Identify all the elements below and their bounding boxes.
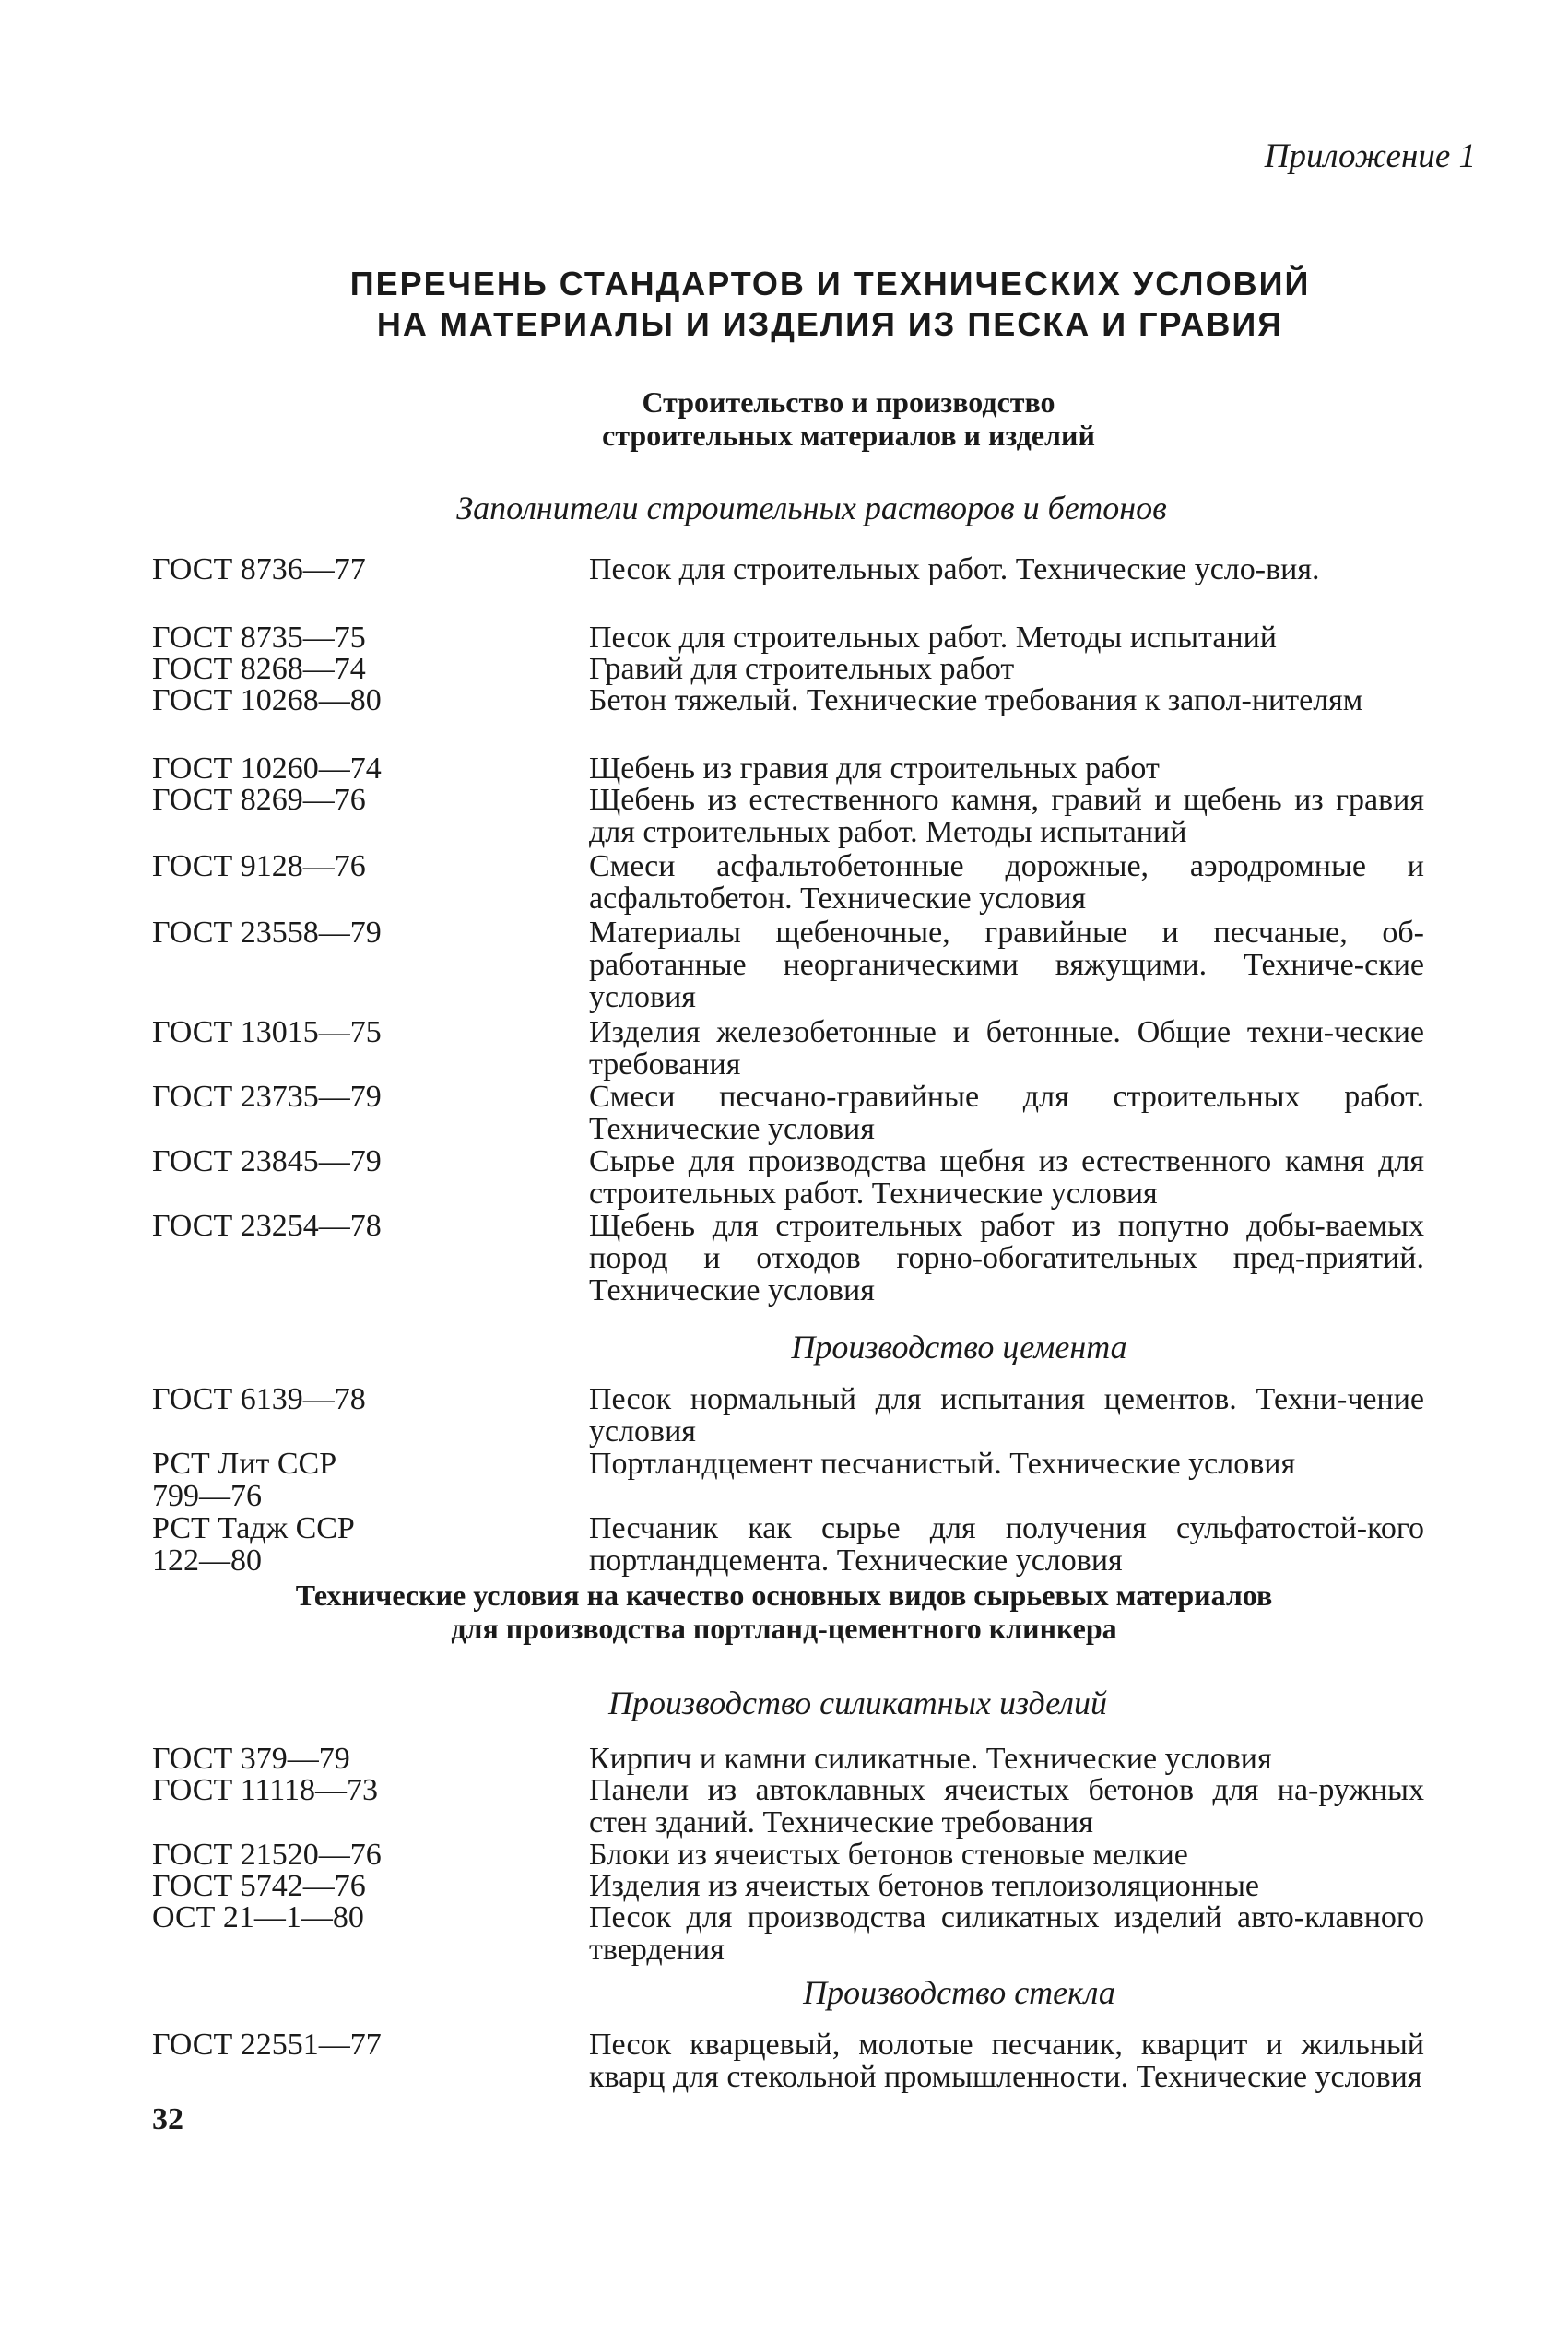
standard-code: ГОСТ 10260—74 xyxy=(152,751,382,786)
title-line-2: НА МАТЕРИАЛЫ И ИЗДЕЛИЯ ИЗ ПЕСКА И ГРАВИЯ xyxy=(376,305,1284,343)
standard-description: Щебень из гравия для строительных работ xyxy=(589,751,1160,786)
standard-code: ГОСТ 23254—78 xyxy=(152,1209,382,1243)
page-title xyxy=(0,264,1568,345)
standard-code: ГОСТ 23558—79 xyxy=(152,916,382,950)
standard-description: Песок для строительных работ. Методы испытаний xyxy=(589,621,1277,655)
group-heading-construction xyxy=(0,385,1568,452)
standard-code: ГОСТ 11118—73 xyxy=(152,1773,378,1807)
standard-code: ГОСТ 5742—76 xyxy=(152,1869,366,1903)
section-heading-silicate: Производство силикатных изделий xyxy=(608,1685,1107,1721)
section-heading-cement: Производство цемента xyxy=(791,1329,1127,1366)
standard-code: ГОСТ 8735—75 xyxy=(152,621,366,655)
standard-description: Портландцемент песчанистый. Технические условия xyxy=(589,1447,1296,1481)
standard-description: Песок кварцевый, молотые песчаник, кварцит и жильный кварц для стекольной промышленности. Технические условия xyxy=(589,2028,1424,2094)
standard-description: Песчаник как сырье для получения сульфатостой-кого портландцемента. Технические условия xyxy=(589,1511,1424,1578)
standard-description: Смеси песчано-гравийные для строительных работ. Технические условия xyxy=(589,1080,1424,1146)
group-heading-line-2: строительных материалов и изделий xyxy=(602,419,1095,452)
standard-description: Песок для строительных работ. Технические усло-вия. xyxy=(589,552,1320,586)
standard-description: Панели из автоклавных ячеистых бетонов для на-ружных стен зданий. Технические требования xyxy=(589,1773,1424,1839)
standard-description: Гравий для строительных работ xyxy=(589,652,1015,686)
group-heading-line-1: Строительство и производство xyxy=(642,385,1055,419)
standard-description: Щебень из естественного камня, гравий и щебень из гравия для строительных работ. Методы испытаний xyxy=(589,783,1424,849)
standard-description: Изделия из ячеистых бетонов теплоизоляционные xyxy=(589,1869,1260,1903)
title-line-1: ПЕРЕЧЕНЬ СТАНДАРТОВ И ТЕХНИЧЕСКИХ УСЛОВИЙ xyxy=(349,265,1311,302)
standard-description: Сырье для производства щебня из естественного камня для строительных работ. Технические условия xyxy=(589,1144,1424,1211)
section-heading-aggregates: Заполнители строительных растворов и бетонов xyxy=(456,490,1167,526)
page-number: 32 xyxy=(152,2102,183,2136)
standard-code: ГОСТ 10268—80 xyxy=(152,683,382,717)
standard-description: Блоки из ячеистых бетонов стеновые мелкие xyxy=(589,1838,1188,1872)
standard-description: Песок нормальный для испытания цементов. Техни-чение условия xyxy=(589,1382,1424,1449)
standard-code: ГОСТ 13015—75 xyxy=(152,1015,382,1049)
standard-code: ГОСТ 8269—76 xyxy=(152,783,366,817)
standard-description: Кирпич и камни силикатные. Технические условия xyxy=(589,1742,1272,1776)
group-heading-line-1: Технические условия на качество основных видов сырьевых материалов xyxy=(295,1579,1273,1612)
standard-code: ГОСТ 8736—77 xyxy=(152,552,366,586)
standard-code: ГОСТ 9128—76 xyxy=(152,849,366,883)
standard-description: Щебень для строительных работ из попутно добы-ваемых пород и отходов горно-обогатительных пред-приятий. Технические условия xyxy=(589,1209,1424,1307)
standard-code: ГОСТ 23735—79 xyxy=(152,1080,382,1114)
standard-code: ГОСТ 6139—78 xyxy=(152,1382,366,1416)
group-heading-line-2: для производства портланд-цементного клинкера xyxy=(451,1612,1117,1645)
standard-code: ГОСТ 22551—77 xyxy=(152,2028,382,2062)
standard-description: Материалы щебеночные, гравийные и песчаные, об-работанные неорганическими вяжущими. Техниче-ские условия xyxy=(589,916,1424,1014)
standard-code: РСТ Лит ССР 799—76 xyxy=(152,1447,337,1513)
standard-code: РСТ Тадж ССР 122—80 xyxy=(152,1511,355,1578)
standard-description: Изделия железобетонные и бетонные. Общие техни-ческие требования xyxy=(589,1015,1424,1082)
group-heading-clinker xyxy=(0,1579,1568,1645)
standard-description: Бетон тяжелый. Технические требования к запол-нителям xyxy=(589,683,1363,717)
section-heading-glass: Производство стекла xyxy=(803,1974,1115,2011)
standard-code: ОСТ 21—1—80 xyxy=(152,1900,364,1934)
standard-code: ГОСТ 23845—79 xyxy=(152,1144,382,1178)
standard-code: ГОСТ 379—79 xyxy=(152,1742,350,1776)
standard-code: ГОСТ 21520—76 xyxy=(152,1838,382,1872)
standard-code: ГОСТ 8268—74 xyxy=(152,652,366,686)
standard-description: Песок для производства силикатных изделий авто-клавного твердения xyxy=(589,1900,1424,1967)
appendix-label: Приложение 1 xyxy=(1264,137,1476,175)
standard-description: Смеси асфальтобетонные дорожные, аэродромные и асфальтобетон. Технические условия xyxy=(589,849,1424,916)
